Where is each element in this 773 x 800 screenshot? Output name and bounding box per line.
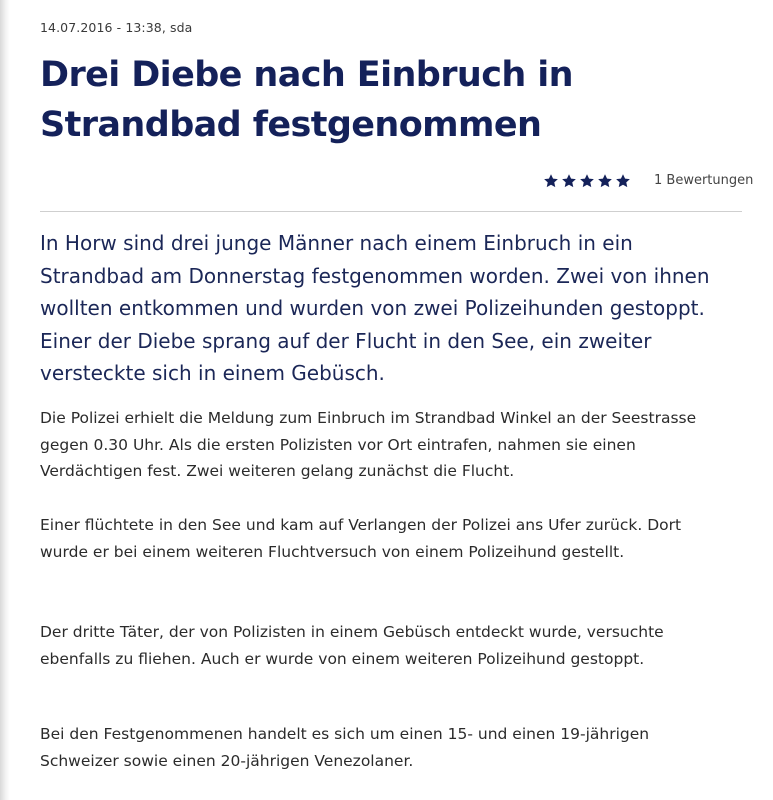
article-lead: In Horw sind drei junge Männer nach einem Einbruch in ein Strandbad am Donnerstag festgenommen worden. Zwei von ihnen wollten entkommen und wurden von zwei Polizeihunden gestoppt. Einer der Diebe sprang auf der Flucht in den See, ein zweiter versteckte sich in einem Gebüsch. [40, 231, 710, 385]
star-icon[interactable] [543, 173, 559, 189]
article-headline: Drei Diebe nach Einbruch in Strandbad festgenommen [40, 55, 573, 145]
article-meta: 14.07.2016 - 13:38, sda [40, 20, 193, 35]
rating-stars[interactable] [543, 170, 633, 192]
article-paragraph: Der dritte Täter, der von Polizisten in einem Gebüsch entdeckt wurde, versuchte ebenfalls zu fliehen. Auch er wurde von einem weiteren Polizeihund gestoppt. [40, 623, 664, 668]
rating-count: 1 Bewertungen [654, 173, 754, 188]
page-edge-shadow [0, 0, 10, 800]
article-rating[interactable] [543, 170, 773, 192]
article-paragraph: Einer flüchtete in den See und kam auf Verlangen der Polizei ans Ufer zurück. Dort wurde er bei einem weiteren Fluchtversuch von einem Polizeihund gestellt. [40, 516, 682, 561]
star-icon[interactable] [597, 173, 613, 189]
star-icon[interactable] [579, 173, 595, 189]
star-icon[interactable] [561, 173, 577, 189]
star-icon[interactable] [615, 173, 631, 189]
article-paragraph: Bei den Festgenommenen handelt es sich um einen 15- und einen 19-jährigen Schweizer sowie einen 20-jährigen Venezolaner. [40, 725, 650, 770]
divider [40, 211, 742, 212]
article-paragraph: Die Polizei erhielt die Meldung zum Einbruch im Strandbad Winkel an der Seestrasse gegen 0.30 Uhr. Als die ersten Polizisten vor Ort eintrafen, nahmen sie einen Verdächtigen fest. Zwei weiteren gelang zunächst die Flucht. [40, 409, 697, 480]
